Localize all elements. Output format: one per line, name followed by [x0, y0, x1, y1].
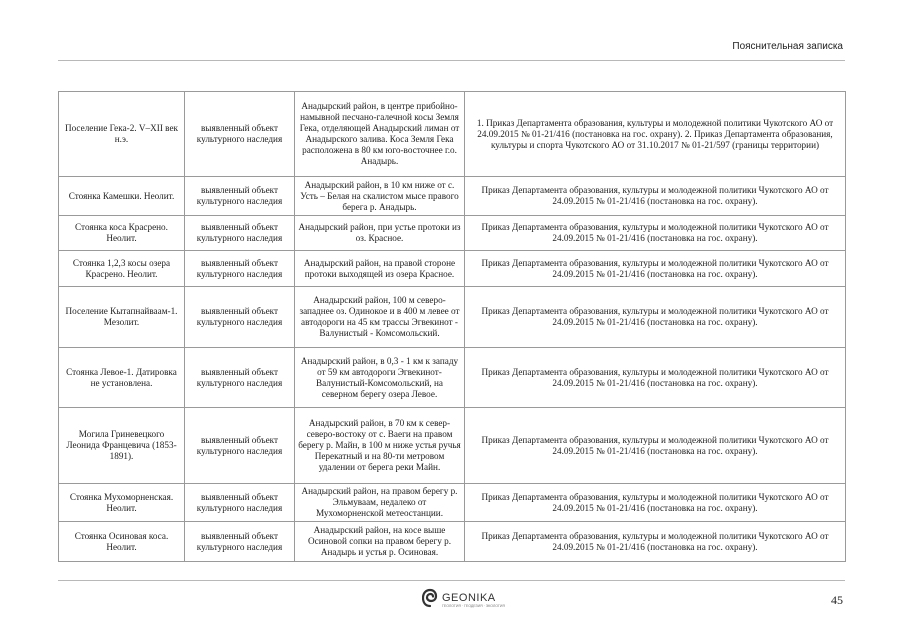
object-category-cell: выявленный объект культурного наследия	[185, 92, 295, 177]
object-name-cell: Стоянка Левое-1. Датировка не установлена.	[59, 348, 185, 408]
object-documents-cell: Приказ Департамента образования, культуры и молодежной политики Чукотского АО от 24.09.2015 № 01-21/416 (постановка на гос. охрану).	[465, 216, 846, 251]
table-row	[59, 484, 846, 522]
object-location-cell: Анадырский район, при устье протоки из оз. Красное.	[295, 216, 465, 251]
logo-name: GEONIKA	[442, 591, 496, 604]
footer-divider	[58, 580, 845, 581]
table-row	[59, 251, 846, 287]
object-category-cell: выявленный объект культурного наследия	[185, 251, 295, 287]
spiral-logo-icon	[422, 588, 438, 613]
object-name-cell: Поселение Кытапнайваам-1. Мезолит.	[59, 287, 185, 348]
object-category-cell: выявленный объект культурного наследия	[185, 177, 295, 216]
object-documents-cell: Приказ Департамента образования, культуры и молодежной политики Чукотского АО от 24.09.2015 № 01-21/416 (постановка на гос. охрану).	[465, 251, 846, 287]
object-name-cell: Могила Гриневецкого Леонида Францевича (1853-1891).	[59, 408, 185, 484]
table-row	[59, 177, 846, 216]
object-location-cell: Анадырский район, в центре прибойно-намывной песчано-галечной косы Земля Гека, отделяющей Анадырский лиман от Анадырского залива. Коса Земля Гека расположена в 80 км юго-восточнее г.о. Анадырь.	[295, 92, 465, 177]
object-location-cell: Анадырский район, на косе выше Осиновой сопки на правом берегу р. Анадырь и устья р. Осиновая.	[295, 522, 465, 562]
object-name-cell: Стоянка Камешки. Неолит.	[59, 177, 185, 216]
object-name-cell: Стоянка коса Красрено. Неолит.	[59, 216, 185, 251]
object-documents-cell: Приказ Департамента образования, культуры и молодежной политики Чукотского АО от 24.09.2015 № 01-21/416 (постановка на гос. охрану).	[465, 348, 846, 408]
table-row	[59, 348, 846, 408]
page-number: 45	[831, 593, 843, 607]
table-row	[59, 92, 846, 177]
object-documents-cell: Приказ Департамента образования, культуры и молодежной политики Чукотского АО от 24.09.2015 № 01-21/416 (постановка на гос. охрану).	[465, 484, 846, 522]
object-location-cell: Анадырский район, в 70 км к север-северо-востоку от с. Ваеги на правом берегу р. Майн, в 100 м ниже устья ручья Перекатный и на 80-ти метровом удалении от берега реки Майн.	[295, 408, 465, 484]
object-category-cell: выявленный объект культурного наследия	[185, 287, 295, 348]
object-location-cell: Анадырский район, в 0,3 - 1 км к западу от 59 км автодороги Эгвекинот-Валунистый-Комсомольский, на северном берегу озера Левое.	[295, 348, 465, 408]
object-documents-cell: Приказ Департамента образования, культуры и молодежной политики Чукотского АО от 24.09.2015 № 01-21/416 (постановка на гос. охрану).	[465, 408, 846, 484]
object-category-cell: выявленный объект культурного наследия	[185, 348, 295, 408]
object-category-cell: выявленный объект культурного наследия	[185, 216, 295, 251]
table-row	[59, 522, 846, 562]
object-category-cell: выявленный объект культурного наследия	[185, 408, 295, 484]
object-name-cell: Стоянка Осиновая коса. Неолит.	[59, 522, 185, 562]
document-header-title: Пояснительная записка	[732, 41, 843, 52]
object-category-cell: выявленный объект культурного наследия	[185, 522, 295, 562]
object-documents-cell: Приказ Департамента образования, культуры и молодежной политики Чукотского АО от 24.09.2015 № 01-21/416 (постановка на гос. охрану).	[465, 177, 846, 216]
table-row	[59, 408, 846, 484]
object-documents-cell: Приказ Департамента образования, культуры и молодежной политики Чукотского АО от 24.09.2015 № 01-21/416 (постановка на гос. охрану).	[465, 287, 846, 348]
table-row	[59, 216, 846, 251]
object-location-cell: Анадырский район, на правом берегу р. Эльмуваам, недалеко от Мухоморненской метеостанции.	[295, 484, 465, 522]
heritage-objects-table	[58, 91, 846, 562]
object-location-cell: Анадырский район, в 10 км ниже от с. Усть – Белая на скалистом мысе правого берега р. Анадырь.	[295, 177, 465, 216]
object-documents-cell: Приказ Департамента образования, культуры и молодежной политики Чукотского АО от 24.09.2015 № 01-21/416 (постановка на гос. охрану).	[465, 522, 846, 562]
logo-text	[442, 593, 505, 609]
logo-subtitle: ГЕОЛОГИЯ · ГЕОДЕЗИЯ · ЭКОЛОГИЯ	[442, 603, 505, 608]
object-category-cell: выявленный объект культурного наследия	[185, 484, 295, 522]
object-name-cell: Поселение Гека-2. V–XII век н.э.	[59, 92, 185, 177]
object-location-cell: Анадырский район, на правой стороне протоки выходящей из озера Красное.	[295, 251, 465, 287]
table-row	[59, 287, 846, 348]
object-location-cell: Анадырский район, 100 м северо-западнее оз. Одинокое и в 400 м левее от автодороги на 45 км трассы Эгвекинот - Валунистый - Комсомольский.	[295, 287, 465, 348]
object-documents-cell: 1. Приказ Департамента образования, культуры и молодежной политики Чукотского АО от 24.09.2015 № 01-21/416 (постановка на гос. охрану). 2. Приказ Департамента образования, культуры и спорта Чукотского АО от 31.10.2017 № 01-21/597 (границы территории)	[465, 92, 846, 177]
header-divider	[58, 60, 845, 61]
object-name-cell: Стоянка 1,2,3 косы озера Красрено. Неолит.	[59, 251, 185, 287]
object-name-cell: Стоянка Мухоморненская. Неолит.	[59, 484, 185, 522]
company-logo	[422, 588, 505, 613]
